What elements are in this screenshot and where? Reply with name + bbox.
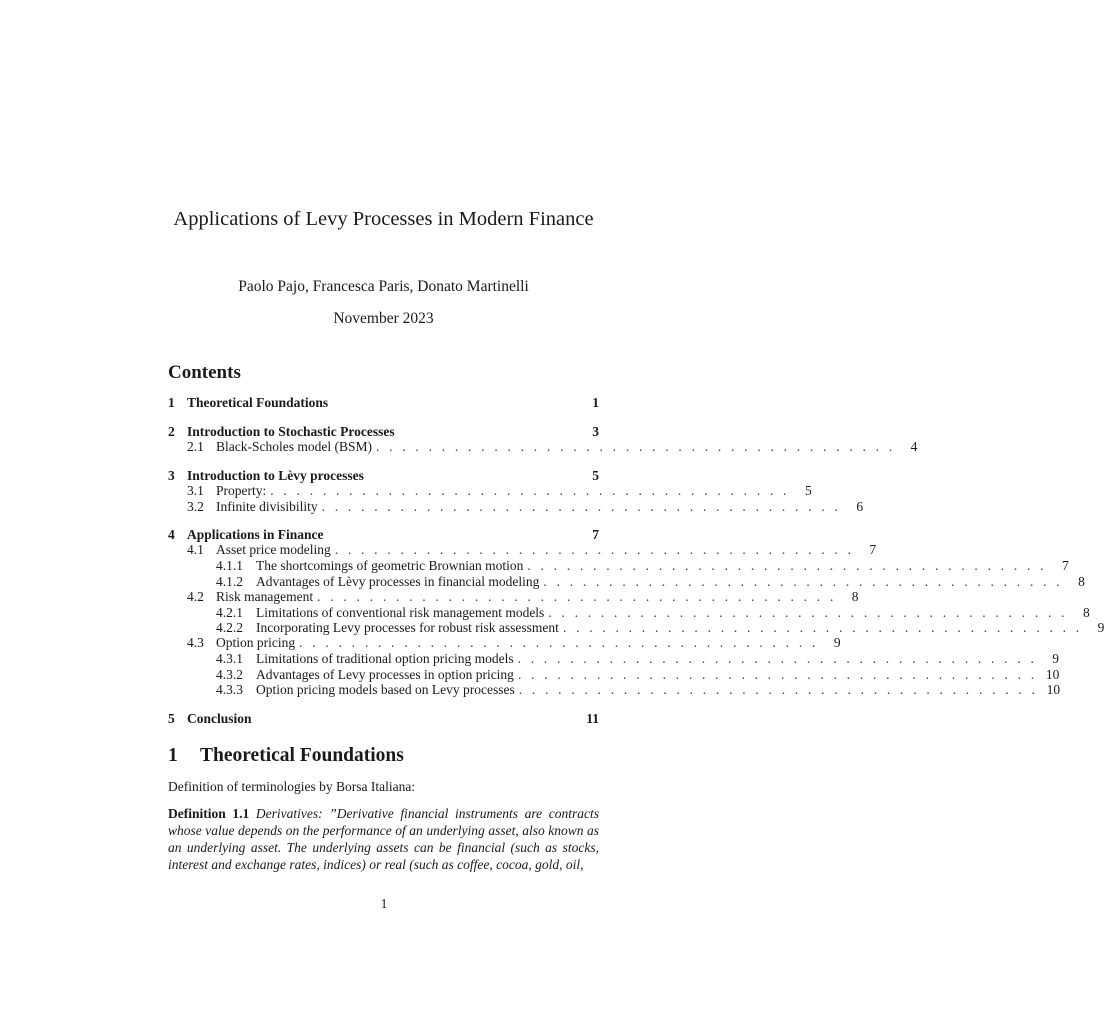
toc-entry-page: 7 xyxy=(869,542,877,557)
section-title: Theoretical Foundations xyxy=(200,745,404,766)
toc-leader-dots: . . . . . . . . . . . . . . . . . . . . . . . . . . . . . . . . . . . . . . . . xyxy=(543,574,1063,589)
section-number: 1 xyxy=(168,745,178,766)
toc-entry-title: Incorporating Levy processes for robust risk assessment xyxy=(256,620,559,635)
toc-entry-number: 4.3.3 xyxy=(216,682,243,697)
paper-title: Applications of Levy Processes in Modern Finance xyxy=(173,208,594,230)
toc-entry-title: Conclusion xyxy=(187,711,252,726)
toc-entry[interactable] xyxy=(168,711,599,727)
toc-leader-dots: . . . . . . . . . . . . . . . . . . . . . . . . . . . . . . . . . . . . . . . . xyxy=(548,605,1068,620)
toc-leader-dots: . . . . . . . . . . . . . . . . . . . . . . . . . . . . . . . . . . . . . . . . xyxy=(518,682,1039,697)
toc-entry-title: Asset price modeling xyxy=(216,542,331,557)
toc-leader-dots xyxy=(368,468,577,484)
toc-entry-number: 4.1.1 xyxy=(216,558,243,573)
toc-leader-dots: . . . . . . . . . . . . . . . . . . . . . . . . . . . . . . . . . . . . . . . . xyxy=(317,589,837,604)
toc-entry[interactable] xyxy=(168,483,812,499)
toc-entry-page: 8 xyxy=(851,589,859,604)
toc-entry[interactable] xyxy=(168,620,1104,636)
toc-entry[interactable] xyxy=(168,667,1060,683)
toc-leader-dots xyxy=(399,424,577,440)
toc-entry-number: 2.1 xyxy=(187,439,204,454)
toc-entry-title: Introduction to Stochastic Processes xyxy=(187,424,395,439)
definition-block xyxy=(168,805,599,873)
toc-leader-dots: . . . . . . . . . . . . . . . . . . . . . . . . . . . . . . . . . . . . . . . . xyxy=(299,635,819,650)
toc-entry-number: 4.3.2 xyxy=(216,667,243,682)
toc-entry[interactable] xyxy=(168,589,859,605)
toc-leader-dots: . . . . . . . . . . . . . . . . . . . . . . . . . . . . . . . . . . . . . . . . xyxy=(562,620,1083,635)
toc-entry-title: Option pricing xyxy=(216,635,296,650)
page-number: 1 xyxy=(380,896,388,911)
toc-entry-page: 1 xyxy=(592,395,599,410)
toc-entry-title: Applications in Finance xyxy=(187,527,324,542)
toc-entry-title: Limitations of conventional risk management models xyxy=(256,605,545,620)
toc-entry[interactable] xyxy=(168,682,1061,698)
toc-leader-dots: . . . . . . . . . . . . . . . . . . . . . . . . . . . . . . . . . . . . . . . . xyxy=(375,439,896,454)
toc-leader-dots: . . . . . . . . . . . . . . . . . . . . . . . . . . . . . . . . . . . . . . . . xyxy=(334,542,855,557)
toc-entry[interactable] xyxy=(168,542,877,558)
toc-entry[interactable] xyxy=(168,499,864,515)
toc-entry[interactable] xyxy=(168,651,1060,667)
toc-entry[interactable] xyxy=(168,424,599,440)
toc-entry-number: 4.1.2 xyxy=(216,574,243,589)
toc-entry-number: 1 xyxy=(168,395,175,410)
toc-entry-title: Infinite divisibility xyxy=(216,499,318,514)
toc-entry-page: 8 xyxy=(1083,605,1090,620)
toc-leader-dots: . . . . . . . . . . . . . . . . . . . . . . . . . . . . . . . . . . . . . . . . xyxy=(321,499,842,514)
toc-entry-page: 11 xyxy=(586,711,599,726)
toc-leader-dots xyxy=(328,527,577,543)
toc-entry-number: 3 xyxy=(168,468,175,483)
toc-entry-page: 8 xyxy=(1078,574,1085,589)
toc-leader-dots: . . . . . . . . . . . . . . . . . . . . . . . . . . . . . . . . . . . . . . . . xyxy=(517,651,1038,666)
paper-authors: Paolo Pajo, Francesca Paris, Donato Martinelli xyxy=(238,278,529,295)
toc-entry-title: Property: xyxy=(216,483,267,498)
toc-entry-number: 5 xyxy=(168,711,175,726)
toc-entry-title: Introduction to Lèvy processes xyxy=(187,468,364,483)
toc-entry-title: Black-Scholes model (BSM) xyxy=(216,439,372,454)
toc-entry-title: Risk management xyxy=(216,589,314,604)
toc-entry[interactable] xyxy=(168,395,599,411)
toc-entry[interactable] xyxy=(168,635,841,651)
toc-entry-page: 10 xyxy=(1046,682,1061,697)
toc-entry-page: 6 xyxy=(856,499,864,514)
toc-entry-number: 4.3.1 xyxy=(216,651,243,666)
toc-leader-dots xyxy=(332,395,577,411)
toc-entry-title: Theoretical Foundations xyxy=(187,395,329,410)
toc-entry-number: 4.2.2 xyxy=(216,620,243,635)
toc-entry-number: 3.2 xyxy=(187,499,204,514)
toc-entry[interactable] xyxy=(168,468,599,484)
toc-entry[interactable] xyxy=(168,574,1085,590)
toc-entry-title: Option pricing models based on Levy processes xyxy=(256,682,515,697)
toc-leader-dots: . . . . . . . . . . . . . . . . . . . . . . . . . . . . . . . . . . . . . . . . xyxy=(270,483,790,498)
toc-entry-number: 4 xyxy=(168,527,175,542)
toc-entry-number: 4.2.1 xyxy=(216,605,243,620)
toc-entry-title: Advantages of Lèvy processes in financial modeling xyxy=(256,574,540,589)
toc-entry-page: 10 xyxy=(1045,667,1060,682)
toc-entry-number: 3.1 xyxy=(187,483,204,498)
toc-entry-title: The shortcomings of geometric Brownian motion xyxy=(256,558,524,573)
toc-leader-dots xyxy=(256,711,577,727)
toc-entry-page: 3 xyxy=(592,424,599,439)
toc-entry-number: 4.1 xyxy=(187,542,204,557)
toc-entry[interactable] xyxy=(168,527,599,543)
toc-entry-page: 9 xyxy=(833,635,841,650)
toc-entry-title: Advantages of Levy processes in option pricing xyxy=(256,667,514,682)
toc-entry-page: 9 xyxy=(1097,620,1104,635)
toc-entry-number: 4.3 xyxy=(187,635,204,650)
toc-entry-page: 7 xyxy=(592,527,599,542)
toc-entry[interactable] xyxy=(168,605,1090,621)
intro-paragraph: Definition of terminologies by Borsa Italiana: xyxy=(168,779,416,794)
paper-date: November 2023 xyxy=(333,310,434,327)
toc-entry-page: 5 xyxy=(804,483,812,498)
definition-text: Derivatives: ”Derivative financial instruments are contracts whose value depends on the performance of an underlying asset, also known as an underlying asset. The underlying assets can be financial (such as stocks, interest and exchange rates, indices) or real (such as coffee, cocoa, gold, oil, xyxy=(168,806,599,872)
toc-entry-number: 2 xyxy=(168,424,175,439)
section-heading xyxy=(168,745,404,767)
toc-leader-dots: . . . . . . . . . . . . . . . . . . . . . . . . . . . . . . . . . . . . . . . . xyxy=(517,667,1038,682)
toc-entry[interactable] xyxy=(168,439,918,455)
toc-entry-title: Limitations of traditional option pricing models xyxy=(256,651,514,666)
toc-entry-number: 4.2 xyxy=(187,589,204,604)
toc-entry[interactable] xyxy=(168,558,1069,574)
definition-label: Definition 1.1 xyxy=(168,806,250,821)
toc-entry-page: 5 xyxy=(592,468,599,483)
toc-entry-page: 7 xyxy=(1062,558,1069,573)
toc-leader-dots: . . . . . . . . . . . . . . . . . . . . . . . . . . . . . . . . . . . . . . . . xyxy=(527,558,1047,573)
contents-heading: Contents xyxy=(168,362,241,383)
toc-entry-page: 9 xyxy=(1052,651,1060,666)
toc-entry-page: 4 xyxy=(910,439,918,454)
